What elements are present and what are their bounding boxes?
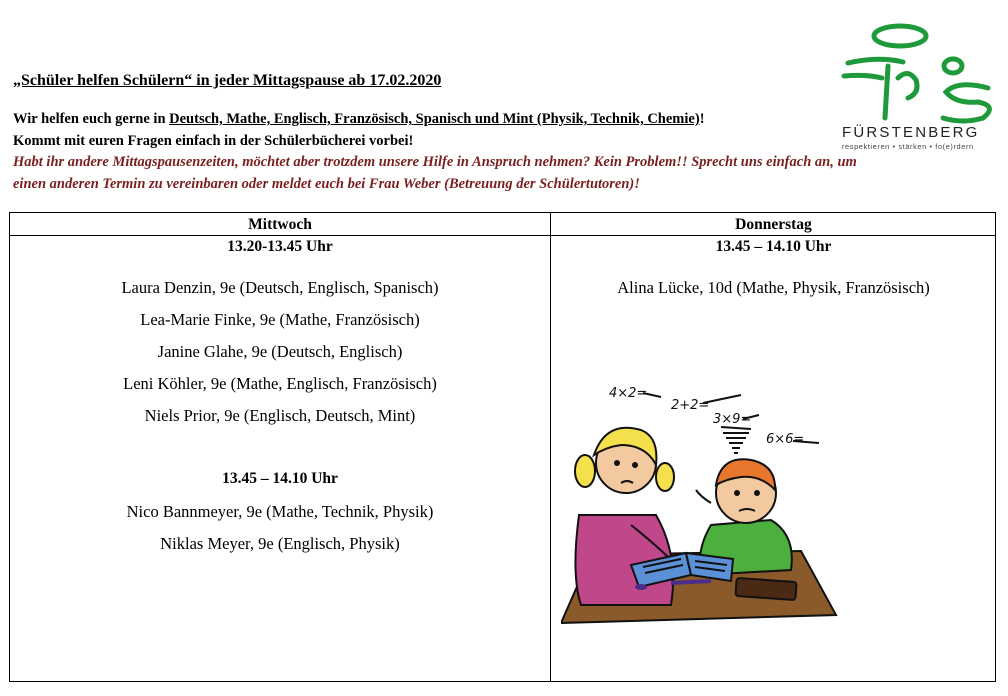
time-slot: 13.20-13.45 Uhr xyxy=(227,238,333,255)
tutor-entry: Janine Glahe, 9e (Deutsch, Englisch) xyxy=(157,342,403,361)
schedule-table xyxy=(9,212,996,682)
intro-suffix: ! xyxy=(699,111,705,127)
tutor-entry: Laura Denzin, 9e (Deutsch, Englisch, Spanisch) xyxy=(121,278,439,297)
intro-line-note-2: einen anderen Termin zu vereinbaren oder meldet euch bei Frau Weber (Betreuung der Schülertutoren)! xyxy=(13,176,640,192)
equation-text: 3×9= xyxy=(713,412,752,427)
tutor-entry: Niels Prior, 9e (Englisch, Deutsch, Mint) xyxy=(144,406,416,425)
intro-line-note-1: Habt ihr andere Mittagspausenzeiten, möchtet aber trotzdem unsere Hilfe in Anspruch nehmen? Kein Problem!! Sprecht uns einfach an, um xyxy=(13,154,857,170)
header-divider xyxy=(10,235,995,236)
tutor-entry: Nico Bannmeyer, 9e (Mathe, Technik, Physik) xyxy=(126,502,434,521)
intro-line-location: Kommt mit euren Fragen einfach in der Schülerbücherei vorbei! xyxy=(13,133,414,149)
page-title: „Schüler helfen Schülern“ in jeder Mittagspause ab 17.02.2020 xyxy=(13,72,442,89)
students-learning-illustration-icon xyxy=(561,375,851,625)
equation-text: 2+2= xyxy=(671,398,710,413)
column-header-wednesday: Mittwoch xyxy=(248,216,312,233)
equation-text: 4×2= xyxy=(609,386,648,401)
time-slot: 13.45 – 14.10 Uhr xyxy=(715,238,832,255)
tutor-entry: Alina Lücke, 10d (Mathe, Physik, Französisch) xyxy=(617,278,930,297)
intro-prefix: Wir helfen euch gerne in xyxy=(13,111,170,127)
equation-text: 6×6= xyxy=(766,432,805,447)
logo-name: FÜRSTENBERG xyxy=(842,124,980,141)
intro-line-subjects xyxy=(13,111,705,128)
tutor-entry: Leni Köhler, 9e (Mathe, Englisch, Französisch) xyxy=(123,374,437,393)
tutor-entry: Lea-Marie Finke, 9e (Mathe, Französisch) xyxy=(140,310,420,329)
time-slot: 13.45 – 14.10 Uhr xyxy=(222,470,338,487)
tutor-entry: Niklas Meyer, 9e (Englisch, Physik) xyxy=(160,534,400,553)
column-header-thursday: Donnerstag xyxy=(735,216,812,233)
logo-tagline: respektieren • stärken • fo(e)rdern xyxy=(842,142,974,151)
intro-subjects: Deutsch, Mathe, Englisch, Französisch, Spanisch und Mint (Physik, Technik, Chemie) xyxy=(169,111,700,127)
